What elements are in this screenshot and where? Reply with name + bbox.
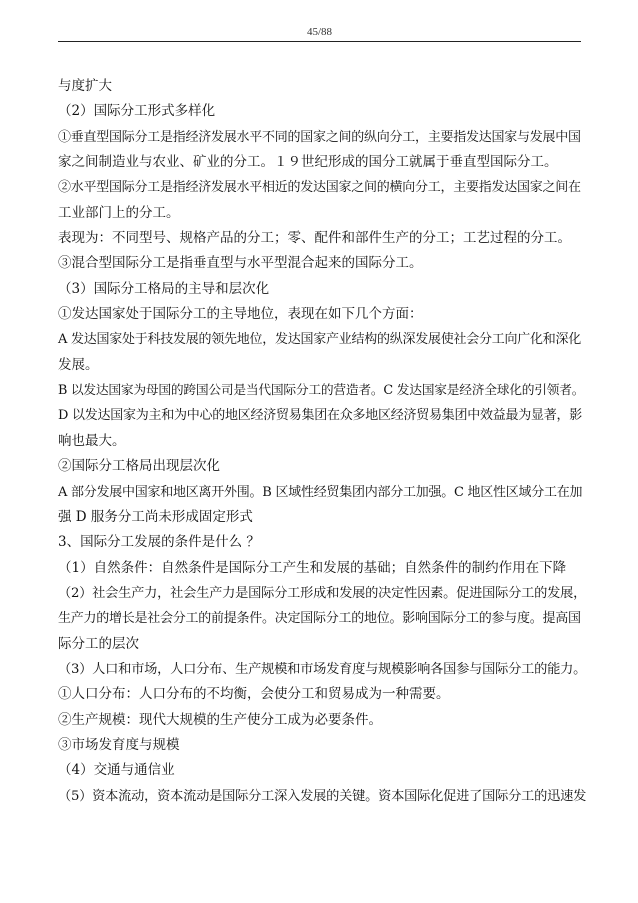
text-line: ②国际分工格局出现层次化 [58, 458, 220, 475]
text-line: （3）人口和市场，人口分布、生产规模和市场发育度与规模影响各国参与国际分工的能力。 [58, 661, 587, 677]
text-line: B 以发达国家为母国的跨国公司是当代国际分工的营造者。C 发达国家是经济全球化的引领者。 [58, 383, 585, 399]
text-line: A 部分发展中国家和地区离开外围。B 区域性经贸集团内部分工加强。C 地区性区域分工在加 [58, 484, 583, 500]
page-number: 45/88 [306, 26, 333, 38]
text-line: 工业部门上的分工。 [58, 204, 180, 221]
text-line: ③混合型国际分工是指垂直型与水平型混合起来的国际分工。 [58, 255, 423, 272]
text-line: （3）国际分工格局的主导和层次化 [58, 280, 270, 297]
text-line: 表现为：不同型号、规格产品的分工；零、配件和部件生产的分工；工艺过程的分工。 [58, 230, 571, 247]
text-line: D 以发达国家为主和为中心的地区经济贸易集团在众多地区经济贸易集团中效益最为显著，影 [58, 408, 583, 424]
text-line: （5）资本流动，资本流动是国际分工深入发展的关键。资本国际化促进了国际分工的迅速发 [58, 788, 587, 804]
text-line: 际分工的层次 [58, 635, 139, 652]
text-line: 3、国际分工发展的条件是什么 ？ [58, 534, 260, 551]
text-line: （1）自然条件：自然条件是国际分工产生和发展的基础；自然条件的制约作用在下降 [58, 559, 567, 576]
text-line: 强 D 服务分工尚未形成固定形式 [58, 508, 253, 525]
text-line: ③市场发育度与规模 [58, 736, 180, 753]
text-line: （2）国际分工形式多样化 [58, 103, 216, 120]
text-line: 家之间制造业与农业、矿业的分工。１９世纪形成的国分工就属于垂直型国际分工。 [58, 154, 558, 171]
text-line: 发展。 [58, 356, 99, 373]
header-rule [58, 41, 581, 42]
text-line: 生产力的增长是社会分工的前提条件。决定国际分工的地位。影响国际分工的参与度。提高国 [58, 611, 581, 627]
text-line: ②生产规模：现代大规模的生产使分工成为必要条件。 [58, 711, 382, 728]
text-line: 与度扩大 [58, 78, 112, 94]
text-line: （2）社会生产力，社会生产力是国际分工形成和发展的决定性因素。促进国际分工的发展， [58, 585, 587, 601]
text-line: 响也最大。 [58, 432, 126, 449]
text-line: ①人口分布：人口分布的不均衡，会使分工和贸易成为一种需要。 [58, 686, 450, 703]
text-line: ①发达国家处于国际分工的主导地位，表现在如下几个方面： [58, 306, 423, 323]
text-line: （4）交通与通信业 [58, 762, 175, 779]
document-body [58, 74, 586, 809]
text-line: ①垂直型国际分工是指经济发展水平不同的国家之间的纵向分工，主要指发达国家与发展中国 [58, 129, 581, 145]
text-line: ②水平型国际分工是指经济发展水平相近的发达国家之间的横向分工，主要指发达国家之间在 [58, 180, 581, 196]
text-line: A 发达国家处于科技发展的领先地位，发达国家产业结构的纵深发展使社会分工向广化和深化 [58, 332, 582, 348]
